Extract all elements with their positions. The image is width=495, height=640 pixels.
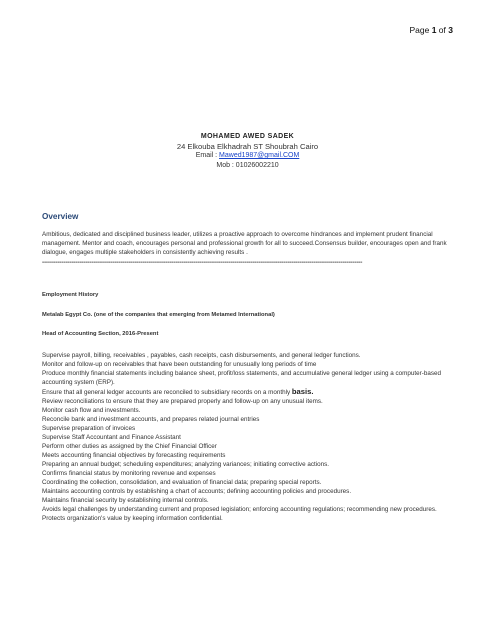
duty-item: Meets accounting financial objectives by forecasting requirements [42, 452, 226, 459]
page-total: 3 [448, 25, 453, 35]
page-label: Page [409, 25, 430, 35]
employment-heading: Employment History [42, 292, 99, 298]
duty-item: Review reconciliations to ensure that they are prepared properly and follow-up on any unusual items. [42, 398, 323, 405]
section-divider: ------------------------------------------------------------------------------------------------------------------------------------------------------------------- [42, 259, 363, 266]
duty-item: Produce monthly financial statements including balance sheet, profit/loss statements, and accumulative general ledger using a computer-based accounting system (ERP). [42, 370, 442, 386]
email-link[interactable]: Mawed1987@gmail.COM [219, 152, 300, 159]
duty-item: Protects organization's value by keeping information confidential. [42, 515, 223, 522]
duty-item: Supervise payroll, billing, receivables , payables, cash receipts, cash disbursements, and general ledger functions. [42, 352, 361, 359]
job-title: Head of Accounting Section, 2016-Present [42, 331, 159, 337]
duty-item: Supervise Staff Accountant and Finance Assistant [42, 434, 181, 441]
page-of: of [438, 25, 446, 35]
duty-item [42, 387, 462, 397]
page-current: 1 [431, 25, 437, 35]
duty-text: Ensure that all general ledger accounts are reconciled to subsidiary records on a monthly [42, 389, 292, 396]
duty-item: Confirms financial status by monitoring revenue and expenses [42, 470, 216, 477]
duty-item: Maintains financial security by establishing internal controls. [42, 497, 209, 504]
contact-header [0, 132, 495, 170]
email-label: Email : [195, 152, 220, 159]
address: 24 Elkouba Elkhadrah ST Shoubrah Cairo [176, 141, 319, 151]
duty-item: Preparing an annual budget; scheduling expenditures; analyzing variances; initiating corrective actions. [42, 461, 330, 468]
duty-item: Perform other duties as assigned by the Chief Financial Officer [42, 443, 217, 450]
duty-item: Monitor and follow-up on receivables that have been outstanding for unusually long periods of time [42, 361, 317, 368]
overview-heading: Overview [42, 212, 79, 221]
mobile: Mob : 01026002210 [216, 161, 279, 169]
applicant-name: MOHAMED AWED SADEK [200, 133, 295, 140]
page-number [409, 25, 453, 35]
basis-word: basis. [291, 387, 314, 396]
company-name: Metalab Egypt Co. (one of the companies that emerging from Metamed International) [42, 312, 275, 318]
duty-item: Monitor cash flow and investments. [42, 407, 141, 414]
email-line [0, 151, 495, 161]
duty-item: Coordinating the collection, consolidation, and evaluation of financial data; preparing special reports. [42, 479, 322, 486]
duty-item: Avoids legal challenges by understanding current and proposed legislation; enforcing accounting regulations; recommending new procedures. [42, 506, 437, 513]
overview-text: Ambitious, dedicated and disciplined business leader, utilizes a proactive approach to overcome hindrances and implement prudent financial management. Mentor and coach, encourages personal and professional growth for all to succeed.Consensus builder, encourages open and frank dialogue, engages multiple stakeholders in consistently achieving results . [42, 231, 447, 256]
duty-item: Supervise preparation of invoices [42, 425, 136, 432]
duty-item: Maintains accounting controls by establishing a chart of accounts; defining accounting policies and procedures. [42, 488, 352, 495]
duty-item: Reconcile bank and investment accounts, and prepares related journal entries [42, 416, 260, 423]
duties-list [42, 351, 462, 523]
